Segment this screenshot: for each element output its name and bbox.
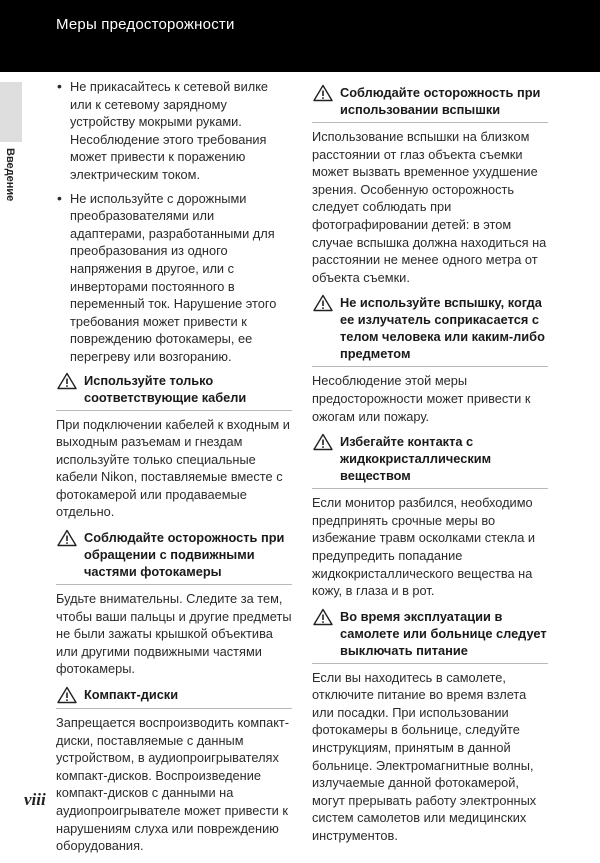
page-number: viii: [24, 790, 46, 809]
warning-icon: [56, 686, 84, 704]
chapter-tab: [0, 82, 22, 142]
section-heading: [56, 372, 292, 411]
section-title: Соблюдайте осторожность при использовании вспышки: [340, 85, 541, 117]
section-title: Используйте только соответствующие кабели: [84, 372, 247, 405]
section-airplane-hospital: [312, 608, 548, 845]
warning-icon: [312, 294, 340, 312]
section-title: Избегайте контакта с жидкокристаллическим веществом: [340, 434, 492, 484]
section-body: Будьте внимательны. Следите за тем, чтобы ваши пальцы и другие предметы не были зажаты крышкой объектива или другими подвижными частями фотокамеры.: [56, 591, 292, 677]
section-heading: [56, 686, 292, 709]
warning-icon: [56, 372, 84, 390]
section-body: Если монитор разбился, необходимо предпринять срочные меры во избежание травм осколками стекла и предупредить попадание жидкокристаллического вещества на кожу, в глаза и в рот.: [312, 495, 536, 599]
section-body: Использование вспышки на близком расстоянии от глаз объекта съемки может вызвать временное ухудшение зрения. Особенную осторожность следует соблюдать при фотографировании детей: в этом случае вспышка должна находиться на расстоянии не менее одного метра от объекта съемки.: [312, 129, 547, 285]
section-heading: [56, 529, 292, 585]
warning-icon: [312, 84, 340, 102]
bullet-item: • Не используйте с дорожными преобразователями или адаптерами, разработанными для преобразования из одного напряжения в другое, или с инверторами постоянного в переменный ток. Нарушение этого требования может привести к повреждению фотокамеры, ее перегреву или возгоранию.: [56, 190, 292, 366]
section-cds: [56, 686, 292, 855]
warning-icon: [312, 433, 340, 451]
chapter-tab-label: Введение: [4, 148, 16, 202]
section-heading: [312, 294, 548, 367]
section-title: Компакт-диски: [84, 687, 179, 703]
section-body: Запрещается воспроизводить компакт-диски, поставляемые с данным устройством, в аудиопроигрывателях компакт-дисков. Воспроизведение компакт-дисков с данными на аудиопроигрывателе может привести к нарушениям слуха или повреждению оборудования.: [56, 715, 290, 854]
section-lcd: [312, 433, 548, 600]
section-heading: [312, 84, 548, 123]
section-title: Соблюдайте осторожность при обращении с подвижными частями фотокамеры: [84, 530, 285, 580]
section-flash-contact: [312, 294, 548, 425]
section-heading: [312, 608, 548, 664]
header-title: Меры предосторожности: [56, 16, 235, 33]
section-title: Во время эксплуатации в самолете или больнице следует выключать питание: [340, 608, 547, 658]
bullet-item: • Не прикасайтесь к сетевой вилке или к сетевому зарядному устройству мокрыми руками. Несоблюдение этого требования может привести к поражению электрическим током.: [56, 78, 292, 184]
section-flash-eyes: [312, 84, 548, 286]
section-body: Если вы находитесь в самолете, отключите питание во время взлета или посадки. При использовании фотокамеры в больнице, следуйте инструкциям, принятым в данной больнице. Электромагнитные волны, излучаемые данной фотокамерой, могут прерывать работу электронных систем самолетов или медицинских инструментов.: [312, 669, 537, 844]
warning-icon: [312, 608, 340, 626]
section-title: Не используйте вспышку, когда ее излучатель соприкасается с телом человека или каким-либо предметом: [340, 295, 545, 362]
section-heading: [312, 433, 548, 489]
right-column: [312, 78, 548, 853]
bullet-list: [56, 78, 292, 366]
section-cables: [56, 372, 292, 522]
left-column: [56, 78, 292, 863]
section-body: Несоблюдение этой меры предосторожности может привести к ожогам или пожару.: [312, 373, 531, 424]
section-body: При подключении кабелей к входным и выходным разъемам и гнездам используйте только специальные кабели Nikon, поставляемые вместе с фотокамерой или продаваемые отдельно.: [56, 416, 290, 520]
warning-icon: [56, 529, 84, 547]
section-moving-parts: [56, 529, 292, 678]
page-header: [0, 0, 600, 72]
